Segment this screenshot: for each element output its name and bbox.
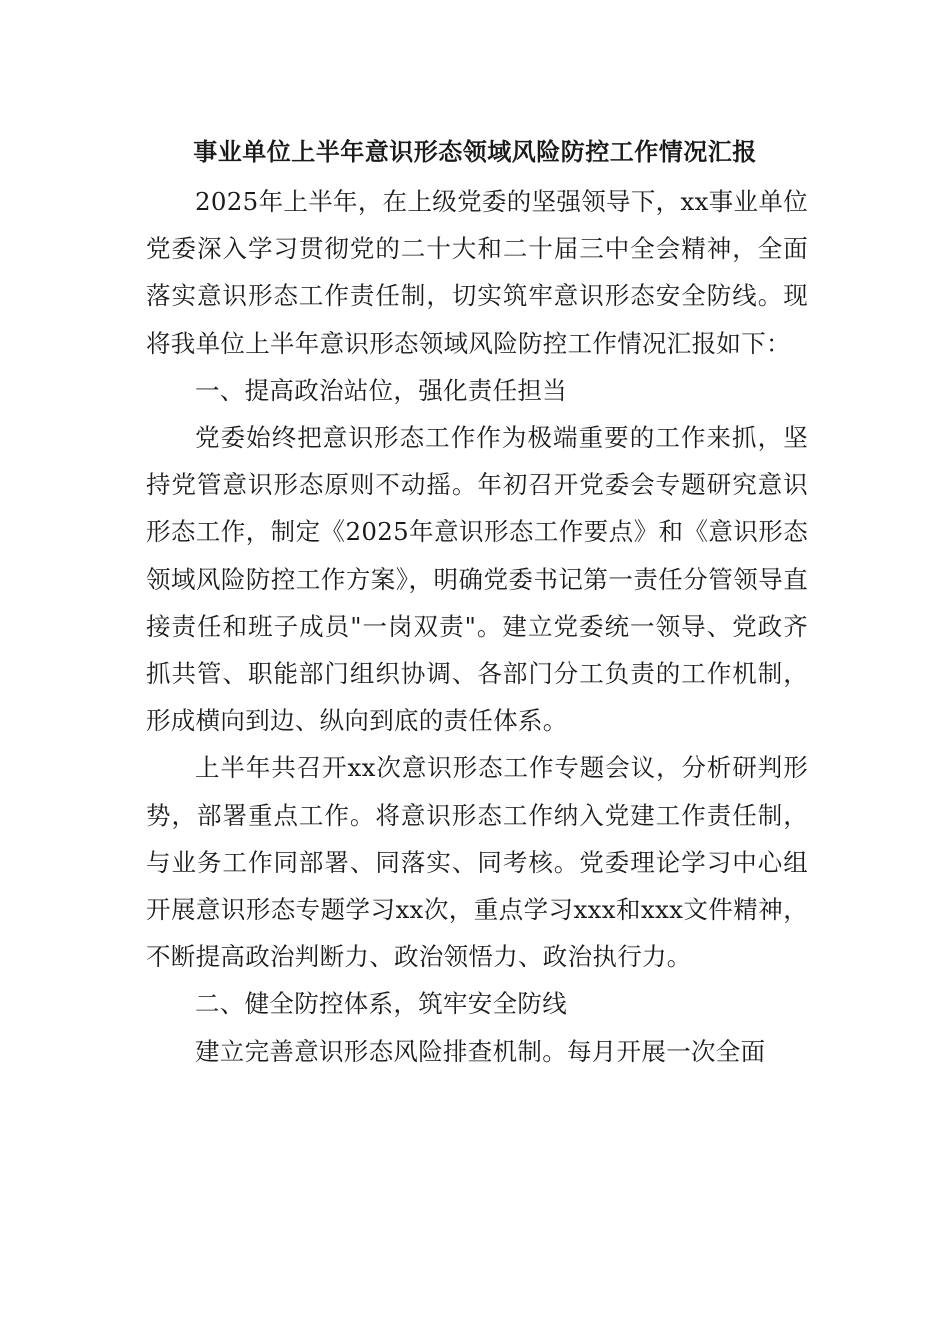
document-body	[146, 178, 808, 1075]
intro-paragraph: 2025年上半年，在上级党委的坚强领导下，xx事业单位党委深入学习贯彻党的二十大和二十届三中全会精神，全面落实意识形态工作责任制，切实筑牢意识形态安全防线。现将我单位上半年意识形态领域风险防控工作情况汇报如下：	[146, 187, 808, 358]
section-heading-2: 二、健全防控体系，筑牢安全防线	[195, 989, 567, 1019]
section2-paragraph-1: 建立完善意识形态风险排查机制。每月开展一次全面	[195, 1036, 766, 1066]
section-heading-1: 一、提高政治站位，强化责任担当	[195, 375, 567, 405]
section1-paragraph-1: 党委始终把意识形态工作作为极端重要的工作来抓，坚持党管意识形态原则不动摇。年初召开党委会专题研究意识形态工作，制定《2025年意识形态工作要点》和《意识形态领域风险防控工作方案》，明确党委书记第一责任分管领导直接责任和班子成员"一岗双责"。建立党委统一领导、党政齐抓共管、职能部门组织协调、各部门分工负责的工作机制，形成横向到边、纵向到底的责任体系。	[146, 423, 808, 736]
document-title: 事业单位上半年意识形态领域风险防控工作情况汇报	[193, 137, 757, 166]
section1-paragraph-2: 上半年共召开xx次意识形态工作专题会议，分析研判形势，部署重点工作。将意识形态工作纳入党建工作责任制，与业务工作同部署、同落实、同考核。党委理论学习中心组开展意识形态专题学习xx次，重点学习xxx和xxx文件精神，不断提高政治判断力、政治领悟力、政治执行力。	[146, 753, 808, 972]
